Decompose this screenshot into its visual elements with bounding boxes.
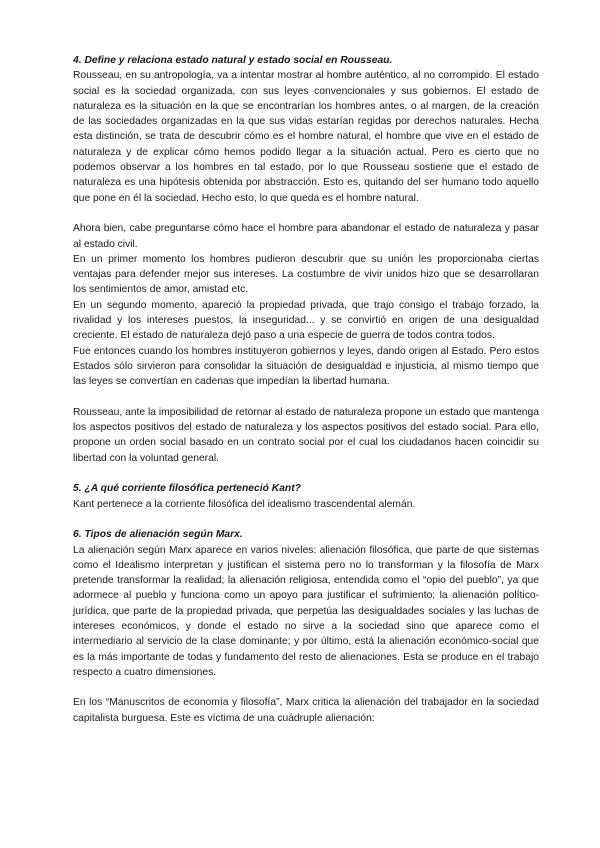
spacer: [73, 466, 539, 481]
document-content: [73, 53, 539, 726]
paragraph-rousseau-first-moment: En un primer momento los hombres pudieron descubrir que su unión les proporcionaba ciertas ventajas para defender mejor sus intereses. La costumbre de vivir unidos hizo que se desarrollaran los sentimientos de amor, amistad etc.: [73, 253, 539, 296]
heading-question-5: 5. ¿A qué corriente filosófica perteneció Kant?: [73, 483, 301, 495]
spacer: [73, 206, 539, 221]
paragraph-rousseau-second-moment: En un segundo momento, apareció la propiedad privada, que trajo consigo el trabajo forzado, la rivalidad y los intereses puestos, la inseguridad... y se convirtió en origen de una desigualdad creciente. El estado de naturaleza dejó paso a una especie de guerra de todos contra todos.: [73, 299, 539, 342]
paragraph-rousseau-question: Ahora bien, cabe preguntarse cómo hace el hombre para abandonar el estado de naturaleza y pasar al estado civil.: [73, 223, 539, 250]
heading-question-6: 6. Tipos de alienación según Marx.: [73, 529, 243, 541]
paragraph-rousseau-intro: Rousseau, en su antropología, va a intentar mostrar al hombre auténtico, al no corrompido. El estado social es la sociedad organizada, con sus leyes convencionales y sus gobiernos. El estado de naturaleza es la situación en la que se encontrarían los hombres antes, o al margen, de la creación de las sociedades organizadas en la que sus vidas estarían regidas por derechos naturales. Hecha esta distinción, se trata de descubrir cómo es el hombre natural, el hombre que vive en el estado de naturaleza y de explicar cómo hemos podido llegar a la situación actual. Pero es cierto que no podemos observar a los hombres en tal estado, por lo que Rousseau sostiene que el estado de naturaleza es una hipótesis obtenida por abstracción. Esto es, quitando del ser humano todo aquello que pone en él la sociedad. Hecho esto, lo que queda es el hombre natural.: [73, 70, 539, 204]
paragraph-marx-alienation-levels: La alienación según Marx aparece en varios niveles: alienación filosófica, que parte de que sistemas como el Idealismo interpretan y justifican el sistema pero no lo transforman y la filosofía de Marx pretende transformar la realidad; la alienación religiosa, entendida como el “opio del pueblo”, ya que adormece al pueblo y funciona como un apoyo para justificar el sufrimiento; la alienación político-jurídica, que parte de la propiedad privada, que perpetúa las desigualdades sociales y las luchas de intereses económicos, y donde el estado no sirve a la sociedad sino que aparece como el intermediario al servicio de la clase dominante; y por último, está la alienación económico-social que es la más importante de todas y fundamento del resto de alienaciones. Esta se produce en el trabajo respecto a cuatro dimensiones.: [73, 544, 539, 678]
paragraph-marx-manuscripts: En los “Manuscritos de economía y filosofía”, Marx critica la alienación del trabajador en la sociedad capitalista burguesa. Este es víctima de una cuádruple alienación:: [73, 697, 539, 724]
spacer: [73, 680, 539, 695]
paragraph-kant-answer: Kant pertenece a la corriente filosófica del idealismo trascendental alemán.: [73, 498, 416, 510]
paragraph-rousseau-social-contract: Rousseau, ante la imposibilidad de retornar al estado de naturaleza propone un estado que mantenga los aspectos positivos del estado de naturaleza y los aspectos positivos del estado social. Para ello, propone un orden social basado en un contrato social por el cual los ciudadanos hacen coincidir su libertad con la voluntad general.: [73, 406, 539, 464]
heading-question-4: 4. Define y relaciona estado natural y estado social en Rousseau.: [73, 55, 393, 66]
spacer: [73, 512, 539, 527]
paragraph-rousseau-state-origin: Fue entonces cuando los hombres instituyeron gobiernos y leyes, dando origen al Estado. Pero estos Estados sólo sirvieron para consolidar la situación de desigualdad e injusticia, al mismo tiempo que las leyes se convertían en cadenas que impedían la libertad humana.: [73, 345, 539, 388]
spacer: [73, 390, 539, 405]
